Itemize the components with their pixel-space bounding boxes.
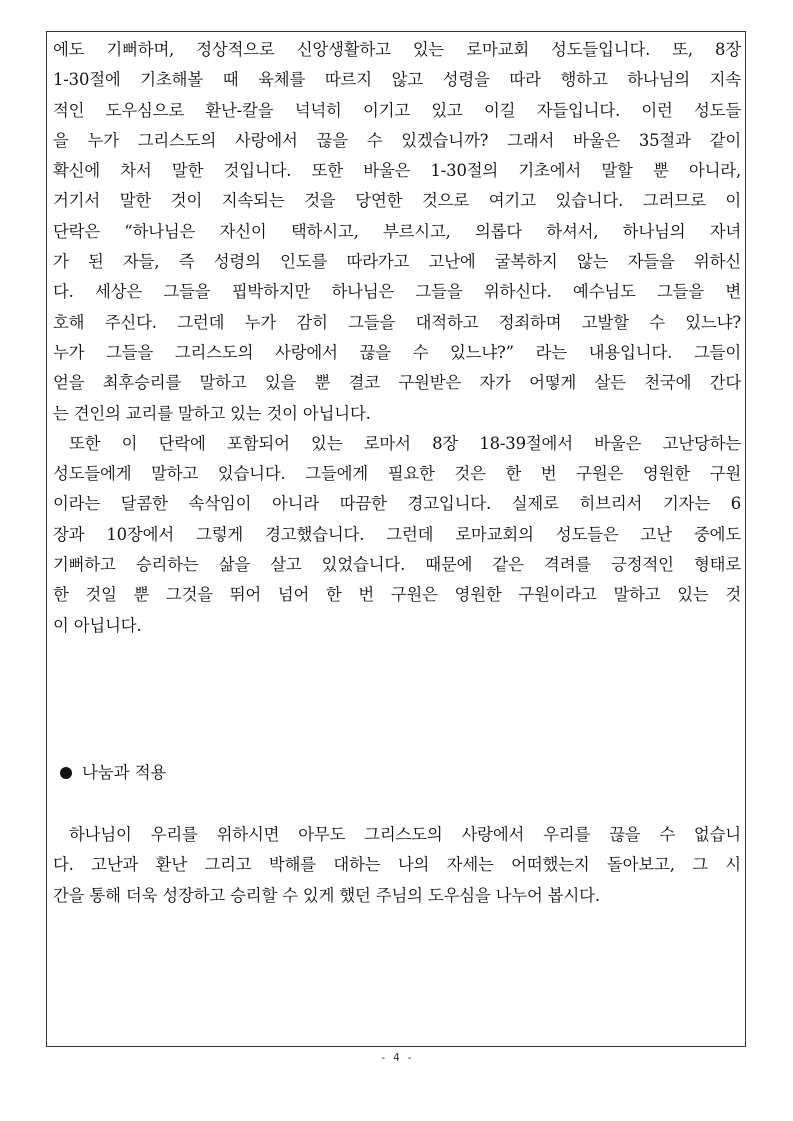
application-paragraph	[53, 820, 741, 911]
text-line: 이라는 달콤한 속삭임이 아니라 따끔한 경고입니다. 실제로 히브리서 기자는 6	[53, 494, 741, 514]
text-line: 단락은 “하나님은 자신이 택하시고, 부르시고, 의롭다 하셔서, 하나님의 자녀	[53, 221, 741, 241]
text-line: 다. 고난과 환난 그리고 박해를 대하는 나의 자세는 어떠했는지 돌아보고, 그 시	[53, 855, 741, 875]
text-line: 1-30절에 기초해볼 때 육체를 따르지 않고 성령을 따라 행하고 하나님의 지속	[53, 70, 741, 90]
paragraph-2	[53, 429, 741, 641]
text-line: 에도 기뻐하며, 정상적으로 신앙생활하고 있는 로마교회 성도들입니다. 또, 8장	[53, 40, 741, 59]
paragraph-1	[53, 35, 741, 429]
bullet-icon	[60, 767, 72, 779]
text-line: 성도들에게 말하고 있습니다. 그들에게 필요한 것은 한 번 구원은 영원한 구원	[53, 464, 741, 484]
text-line: 가 된 자들, 즉 성령의 인도를 따라가고 고난에 굴복하지 않는 자들을 위하신	[53, 252, 741, 272]
section-heading	[60, 761, 166, 785]
page-number: - 4 -	[379, 1051, 414, 1064]
text-line: 는 견인의 교리를 말하고 있는 것이 아닙니다.	[53, 403, 371, 423]
text-line: 간을 통해 더욱 성장하고 승리할 수 있게 했던 주님의 도우심을 나누어 봅시다.	[53, 885, 600, 905]
text-line: 확신에 차서 말한 것입니다. 또한 바울은 1-30절의 기초에서 말할 뿐 아니라,	[53, 161, 741, 181]
application-text	[53, 820, 741, 911]
text-line: 누가 그들을 그리스도의 사랑에서 끊을 수 있느냐?” 라는 내용입니다. 그들이	[53, 342, 741, 362]
text-line: 하나님이 우리를 위하시면 아무도 그리스도의 사랑에서 우리를 끊을 수 없습니	[69, 825, 741, 844]
text-line: 호해 주신다. 그런데 누가 감히 그들을 대적하고 정죄하며 고발할 수 있느냐?	[53, 312, 741, 332]
text-line: 한 것일 뿐 그것을 뛰어 넘어 한 번 구원은 영원한 구원이라고 말하고 있는 것	[53, 585, 741, 605]
text-line: 기뻐하고 승리하는 삶을 살고 있었습니다. 때문에 같은 격려를 긍정적인 형태로	[53, 555, 741, 575]
text-line: 또한 이 단락에 포함되어 있는 로마서 8장 18-39절에서 바울은 고난당하는	[69, 433, 741, 453]
text-line: 이 아닙니다.	[53, 615, 142, 635]
text-line: 적인 도우심으로 환난-칼을 넉넉히 이기고 있고 이길 자들입니다. 이런 성도들	[53, 100, 741, 120]
text-line: 얻을 최후승리를 말하고 있을 뿐 결코 구원받은 자가 어떻게 살든 천국에 간다	[53, 373, 741, 393]
text-line: 장과 10장에서 그렇게 경고했습니다. 그런데 로마교회의 성도들은 고난 중에도	[53, 524, 741, 544]
text-line: 거기서 말한 것이 지속되는 것을 당연한 것으로 여기고 있습니다. 그러므로 이	[53, 191, 741, 211]
body-text	[53, 35, 741, 641]
text-line: 을 누가 그리스도의 사랑에서 끊을 수 있겠습니까? 그래서 바울은 35절과 같이	[53, 130, 741, 150]
text-line: 다. 세상은 그들을 핍박하지만 하나님은 그들을 위하신다. 예수님도 그들을 변	[53, 282, 741, 302]
section-heading-label: 나눔과 적용	[82, 763, 167, 782]
